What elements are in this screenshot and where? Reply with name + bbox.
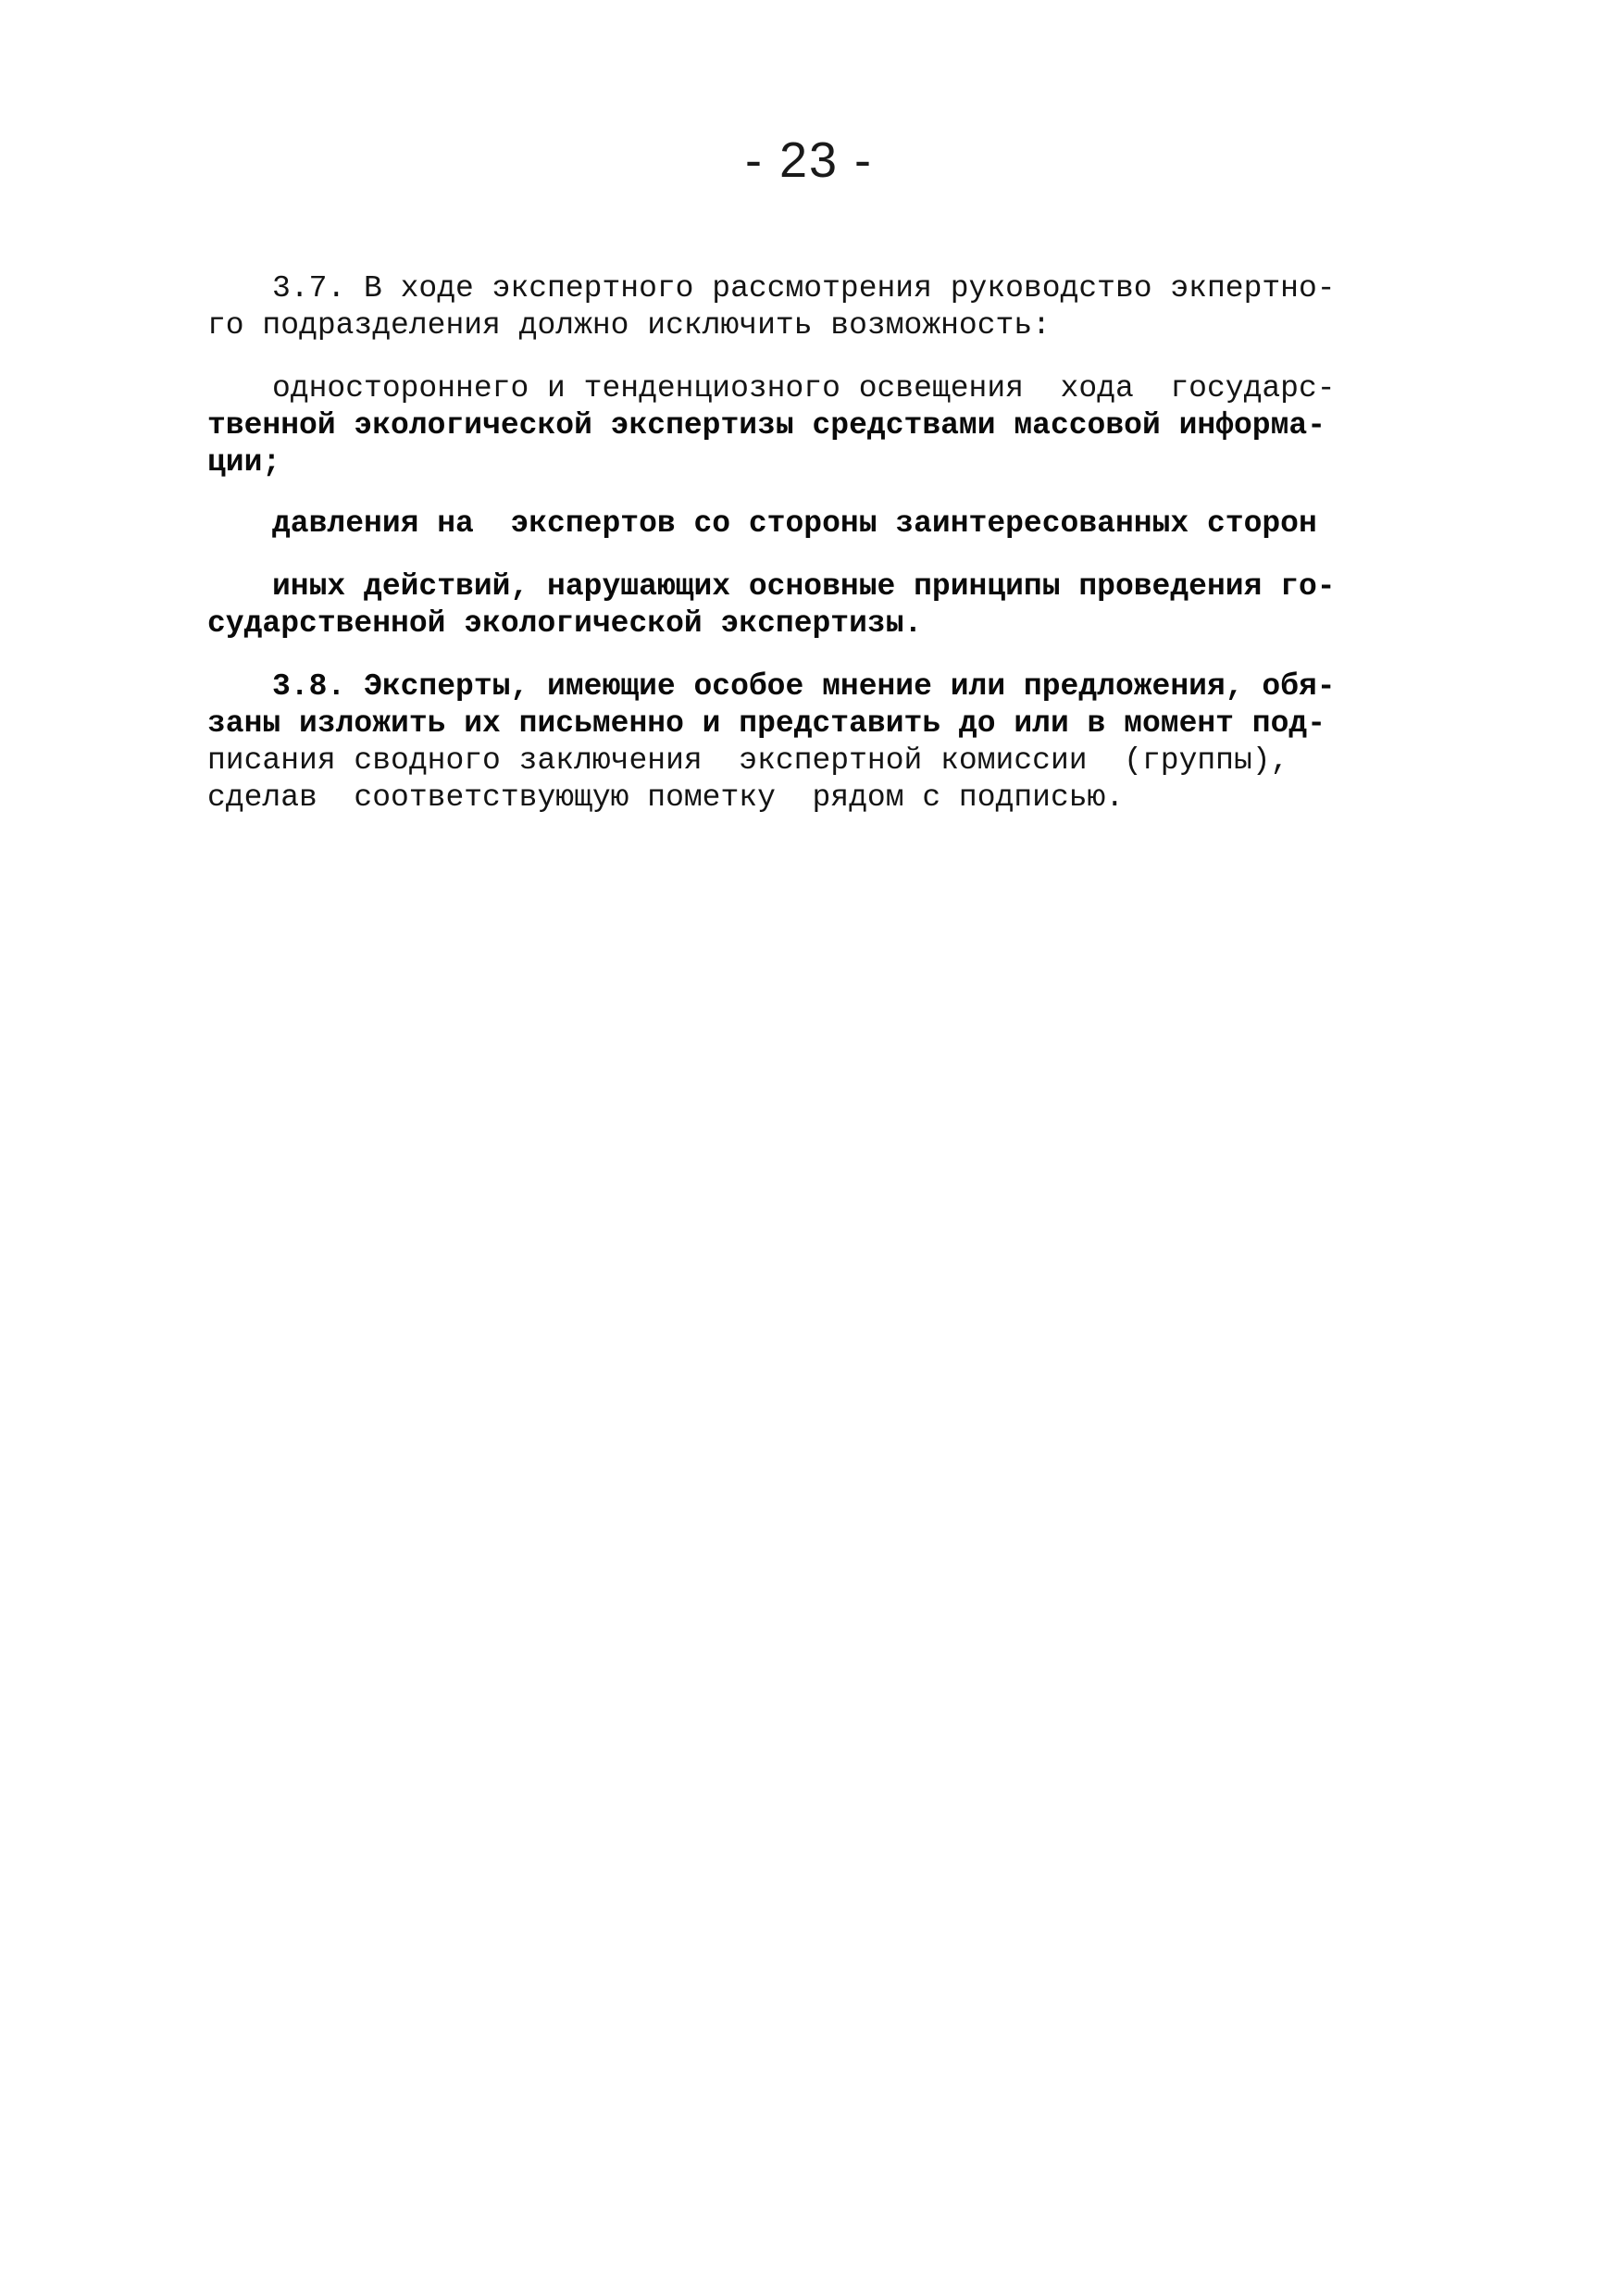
paragraph-3-7-line-2: го подразделения должно исключить возможность: [207, 308, 1051, 343]
item-other-actions-line-1: иных действий, нарушающих основные принципы проведения го- [272, 569, 1336, 604]
paragraph-3-8-line-4: сделав соответствующую пометку рядом с подписью. [207, 780, 1125, 815]
paragraph-3-8-line-1: 3.8. Эксперты, имеющие особое мнение или предложения, обя- [272, 669, 1336, 704]
item-pressure-line-1: давления на экспертов со стороны заинтересованных сторон [272, 506, 1317, 541]
paragraph-3-8-line-3: писания сводного заключения экспертной комиссии (группы), [207, 743, 1289, 778]
page-number: - 23 - [744, 132, 874, 188]
item-coverage-line-1: одностороннего и тенденциозного освещения хода государс- [272, 371, 1336, 406]
paragraph-3-7-line-1: 3.7. В ходе экспертного рассмотрения руководство экпертно- [272, 271, 1336, 306]
item-other-actions-line-2: сударственной экологической экспертизы. [207, 606, 923, 641]
paragraph-3-8-line-2: заны изложить их письменно и представить до или в момент под- [207, 706, 1326, 741]
item-coverage-line-3: ции; [207, 445, 281, 480]
item-coverage-line-2: твенной экологической экспертизы средствами массовой информа- [207, 408, 1326, 443]
